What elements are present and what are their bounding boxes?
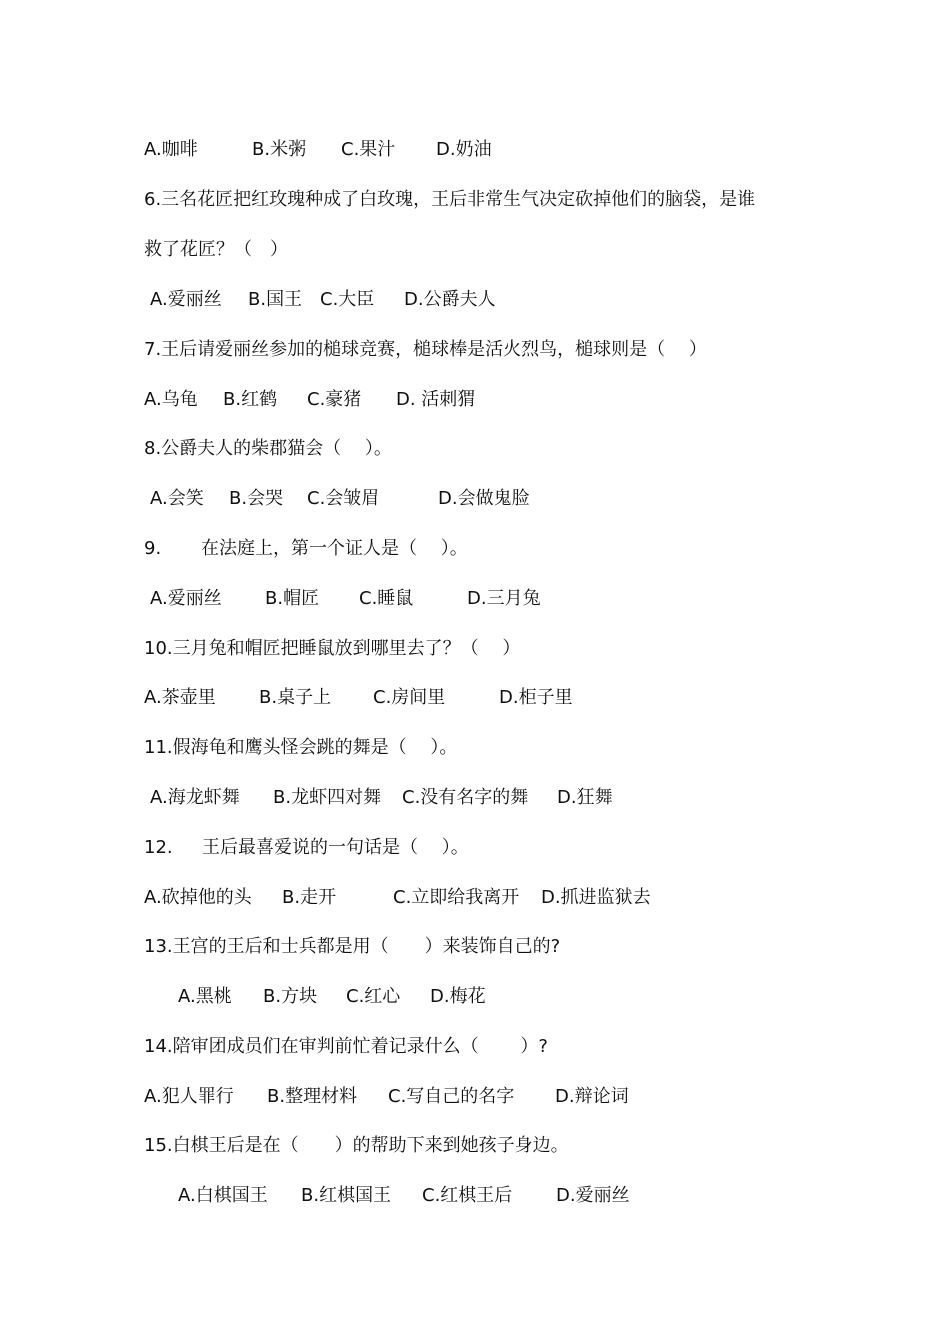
- option: B.桌子上: [259, 687, 332, 708]
- option: B.红鹤: [223, 389, 278, 410]
- option: B.整理材料: [267, 1086, 358, 1107]
- question-text: 13.王宫的王后和士兵都是用（ ）来装饰自己的?: [144, 936, 561, 957]
- option: D.公爵夫人: [404, 289, 496, 310]
- option: B.会哭: [229, 488, 284, 509]
- option: D.辩论词: [555, 1086, 629, 1107]
- option: B.走开: [282, 887, 337, 908]
- option: A.爱丽丝: [150, 289, 222, 310]
- option: A.会笑: [150, 488, 204, 509]
- question-text: 在法庭上，第一个证人是（ ）。: [201, 538, 468, 559]
- option: A.海龙虾舞: [150, 787, 240, 808]
- option: C.果汁: [341, 139, 396, 160]
- option: D. 活刺猬: [396, 389, 476, 410]
- option: C.睡鼠: [359, 588, 414, 609]
- question-text: 6.三名花匠把红玫瑰种成了白玫瑰，王后非常生气决定砍掉他们的脑袋，是谁: [144, 189, 756, 210]
- option: B.国王: [248, 289, 303, 310]
- option: C.红心: [346, 986, 401, 1007]
- question-text: 救了花匠？（ ）: [144, 239, 288, 260]
- option: B.帽匠: [265, 588, 320, 609]
- question-number: 12.: [144, 837, 173, 858]
- option: D.抓进监狱去: [541, 887, 651, 908]
- option: D.柜子里: [499, 687, 573, 708]
- option: A.砍掉他的头: [144, 887, 252, 908]
- option: D.奶油: [436, 139, 492, 160]
- option: A.乌龟: [144, 389, 198, 410]
- option: A.茶壶里: [144, 687, 216, 708]
- question-text: 10.三月兔和帽匠把睡鼠放到哪里去了？（ ）: [144, 638, 521, 659]
- option: D.三月兔: [467, 588, 541, 609]
- option: D.爱丽丝: [556, 1185, 630, 1206]
- option: C.会皱眉: [307, 488, 380, 509]
- option: B.方块: [263, 986, 318, 1007]
- question-text: 15.白棋王后是在（ ）的帮助下来到她孩子身边。: [144, 1135, 569, 1156]
- question-text: 11.假海龟和鹰头怪会跳的舞是（ ）。: [144, 737, 458, 758]
- option: D.狂舞: [557, 787, 613, 808]
- option: D.会做鬼脸: [438, 488, 530, 509]
- option: A.黑桃: [178, 986, 232, 1007]
- option: C.立即给我离开: [393, 887, 520, 908]
- option: C.红棋王后: [422, 1185, 513, 1206]
- option: B.红棋国王: [301, 1185, 392, 1206]
- option: B.米粥: [252, 139, 307, 160]
- question-number: 9.: [144, 538, 162, 559]
- option: A.白棋国王: [178, 1185, 268, 1206]
- option: A.爱丽丝: [150, 588, 222, 609]
- option: C.房间里: [373, 687, 446, 708]
- option: C.没有名字的舞: [402, 787, 529, 808]
- option: C.写自己的名字: [388, 1086, 515, 1107]
- option: C.豪猪: [307, 389, 362, 410]
- option: B.龙虾四对舞: [273, 787, 382, 808]
- question-text: 7.王后请爱丽丝参加的槌球竞赛，槌球棒是活火烈鸟，槌球则是（ ）: [144, 339, 707, 360]
- option: D.梅花: [430, 986, 486, 1007]
- question-text: 14.陪审团成员们在审判前忙着记录什么（ ）?: [144, 1036, 548, 1057]
- option: A.犯人罪行: [144, 1086, 234, 1107]
- option: C.大臣: [320, 289, 375, 310]
- question-text: 8.公爵夫人的柴郡猫会（ ）。: [144, 438, 392, 459]
- option: A.咖啡: [144, 139, 198, 160]
- question-text: 王后最喜爱说的一句话是（ ）。: [202, 837, 469, 858]
